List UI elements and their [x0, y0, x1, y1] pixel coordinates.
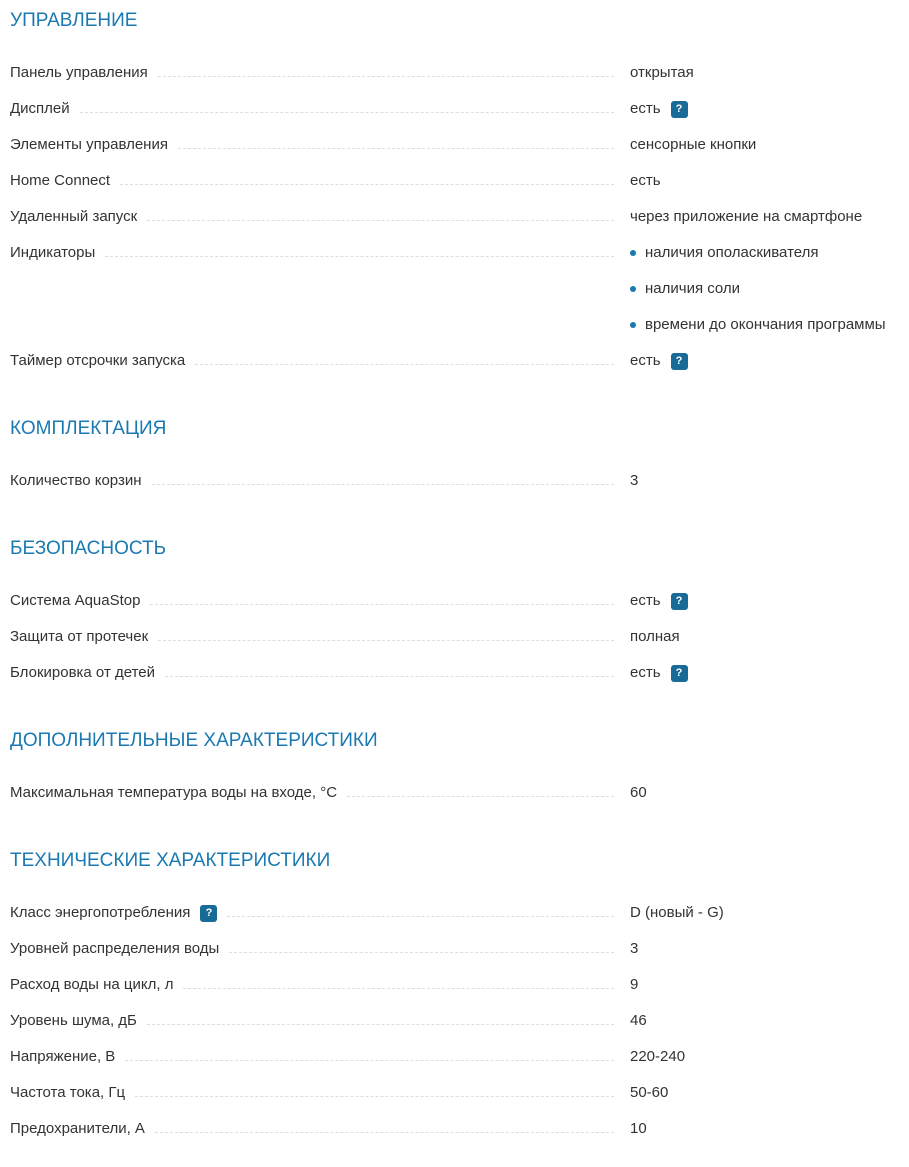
spec-row — [10, 463, 899, 499]
spec-value-text: есть — [630, 352, 661, 369]
dotted-leader — [125, 1039, 614, 1061]
spec-label-text: Защита от протечек — [10, 628, 149, 645]
spec-row — [10, 343, 899, 379]
spec-label-text: Система AquaStop — [10, 592, 141, 609]
spec-value-text: 46 — [630, 1012, 647, 1029]
spec-row — [10, 235, 899, 343]
dotted-leader — [150, 583, 614, 605]
spec-label-text: Панель управления — [10, 64, 148, 81]
spec-value — [630, 127, 899, 163]
spec-label-text: Количество корзин — [10, 472, 142, 489]
spec-value — [630, 931, 899, 967]
spec-value-inline — [630, 583, 899, 619]
spec-value-text: есть — [630, 100, 661, 117]
spec-value — [630, 55, 899, 91]
section-title: УПРАВЛЕНИЕ — [10, 10, 138, 31]
spec-value-inline — [630, 163, 899, 199]
bullet-icon — [630, 250, 636, 256]
spec-value-text: открытая — [630, 64, 694, 81]
help-icon[interactable]: ? — [671, 665, 688, 682]
spec-value — [630, 91, 899, 127]
spec-label-text: Home Connect — [10, 172, 111, 189]
spec-label-text: Класс энергопотребления — [10, 904, 191, 921]
spec-row — [10, 127, 899, 163]
spec-value — [630, 583, 899, 619]
spec-section — [10, 10, 899, 379]
spec-label — [10, 967, 173, 1003]
spec-row — [10, 895, 899, 931]
dotted-leader — [165, 655, 614, 677]
spec-row — [10, 775, 899, 811]
bullet-icon — [630, 322, 636, 328]
spec-value-text: 50-60 — [630, 1084, 669, 1101]
spec-row — [10, 655, 899, 691]
dotted-leader — [120, 163, 614, 185]
section-title: ТЕХНИЧЕСКИЕ ХАРАКТЕРИСТИКИ — [10, 850, 331, 871]
dotted-leader — [155, 1111, 614, 1133]
spec-value — [630, 1075, 899, 1111]
section-title: КОМПЛЕКТАЦИЯ — [10, 418, 167, 439]
spec-row — [10, 163, 899, 199]
help-icon[interactable]: ? — [671, 593, 688, 610]
spec-label-text: Расход воды на цикл, л — [10, 976, 174, 993]
spec-value — [630, 655, 899, 691]
spec-value-inline — [630, 127, 899, 163]
spec-value-inline — [630, 775, 899, 811]
spec-label — [10, 775, 337, 811]
spec-value-text: 3 — [630, 940, 639, 957]
dotted-leader — [195, 343, 614, 365]
spec-value — [630, 163, 899, 199]
spec-value — [630, 775, 899, 811]
spec-section — [10, 418, 899, 499]
dotted-leader — [178, 127, 614, 149]
spec-label — [10, 1075, 125, 1111]
spec-value-inline — [630, 55, 899, 91]
spec-label — [10, 343, 185, 379]
spec-label — [10, 199, 137, 235]
spec-label-text: Частота тока, Гц — [10, 1084, 126, 1101]
section-title: ДОПОЛНИТЕЛЬНЫЕ ХАРАКТЕРИСТИКИ — [10, 730, 378, 751]
dotted-leader — [147, 199, 614, 221]
spec-section — [10, 538, 899, 691]
spec-value — [630, 1111, 899, 1147]
dotted-leader — [227, 895, 614, 917]
spec-sections-container — [10, 10, 899, 1147]
spec-label — [10, 1003, 137, 1039]
spec-label-text: Предохранители, А — [10, 1120, 145, 1137]
spec-row — [10, 91, 899, 127]
spec-value-inline — [630, 91, 899, 127]
spec-row — [10, 1039, 899, 1075]
spec-value — [630, 463, 899, 499]
spec-value-text: 3 — [630, 472, 639, 489]
spec-label — [10, 931, 219, 967]
help-icon[interactable]: ? — [200, 905, 217, 922]
dotted-leader — [347, 775, 614, 797]
help-icon[interactable]: ? — [671, 353, 688, 370]
spec-label-text: Дисплей — [10, 100, 70, 117]
list-item-text: наличия соли — [645, 280, 741, 297]
spec-value-inline — [630, 619, 899, 655]
list-item — [630, 235, 899, 271]
dotted-leader — [158, 619, 614, 641]
spec-section — [10, 730, 899, 811]
spec-section — [10, 850, 899, 1147]
spec-row — [10, 619, 899, 655]
list-item-text: времени до окончания программы — [645, 316, 886, 333]
spec-value-inline — [630, 967, 899, 1003]
spec-value-text: сенсорные кнопки — [630, 136, 757, 153]
spec-label-text: Таймер отсрочки запуска — [10, 352, 186, 369]
spec-value — [630, 619, 899, 655]
spec-value-inline — [630, 895, 899, 931]
spec-row — [10, 1111, 899, 1147]
dotted-leader — [80, 91, 614, 113]
dotted-leader — [229, 931, 614, 953]
spec-row — [10, 55, 899, 91]
spec-value-inline — [630, 655, 899, 691]
dotted-leader — [105, 235, 614, 257]
spec-value-text: есть — [630, 592, 661, 609]
spec-value-inline — [630, 931, 899, 967]
spec-value-text: через приложение на смартфоне — [630, 208, 863, 225]
dotted-leader — [135, 1075, 614, 1097]
dotted-leader — [152, 463, 614, 485]
spec-label-text: Удаленный запуск — [10, 208, 138, 225]
spec-label-text: Максимальная температура воды на входе, °C — [10, 784, 338, 801]
bullet-icon — [630, 286, 636, 292]
spec-value-text: полная — [630, 628, 680, 645]
spec-row — [10, 1003, 899, 1039]
spec-value-text: 9 — [630, 976, 639, 993]
spec-value-text: D (новый - G) — [630, 904, 724, 921]
spec-value-text: есть — [630, 664, 661, 681]
spec-label — [10, 55, 148, 91]
spec-value — [630, 895, 899, 931]
spec-value-list — [630, 235, 899, 343]
spec-value-text: 10 — [630, 1120, 647, 1137]
spec-label — [10, 583, 140, 619]
spec-label — [10, 235, 95, 271]
spec-label — [10, 1039, 115, 1075]
spec-label-text: Уровень шума, дБ — [10, 1012, 137, 1029]
spec-value — [630, 343, 899, 379]
spec-row — [10, 1075, 899, 1111]
spec-value-inline — [630, 1075, 899, 1111]
spec-row — [10, 931, 899, 967]
dotted-leader — [158, 55, 614, 77]
spec-value-text: 220-240 — [630, 1048, 686, 1065]
spec-label — [10, 1111, 145, 1147]
spec-label-text: Блокировка от детей — [10, 664, 156, 681]
spec-label — [10, 463, 142, 499]
spec-value-text: 60 — [630, 784, 647, 801]
spec-value-inline — [630, 343, 899, 379]
help-icon[interactable]: ? — [671, 101, 688, 118]
spec-value-inline — [630, 1039, 899, 1075]
spec-value-inline — [630, 463, 899, 499]
spec-value — [630, 235, 899, 343]
spec-label — [10, 655, 155, 691]
spec-value — [630, 1003, 899, 1039]
list-item-text: наличия ополаскивателя — [645, 244, 819, 261]
spec-label — [10, 163, 110, 199]
spec-label — [10, 619, 148, 655]
spec-value-inline — [630, 1111, 899, 1147]
dotted-leader — [183, 967, 614, 989]
list-item — [630, 307, 899, 343]
spec-label-text: Элементы управления — [10, 136, 168, 153]
spec-label — [10, 127, 168, 163]
spec-label-text: Напряжение, В — [10, 1048, 116, 1065]
spec-value-inline — [630, 199, 899, 235]
spec-value — [630, 1039, 899, 1075]
spec-row — [10, 967, 899, 1003]
dotted-leader — [147, 1003, 614, 1025]
list-item — [630, 271, 899, 307]
spec-row — [10, 583, 899, 619]
spec-value-inline — [630, 1003, 899, 1039]
spec-label — [10, 895, 217, 931]
spec-value-text: есть — [630, 172, 661, 189]
spec-row — [10, 199, 899, 235]
spec-value — [630, 967, 899, 1003]
section-title: БЕЗОПАСНОСТЬ — [10, 538, 167, 559]
spec-label — [10, 91, 70, 127]
spec-label-text: Индикаторы — [10, 244, 96, 261]
spec-label-text: Уровней распределения воды — [10, 940, 220, 957]
spec-value — [630, 199, 899, 235]
